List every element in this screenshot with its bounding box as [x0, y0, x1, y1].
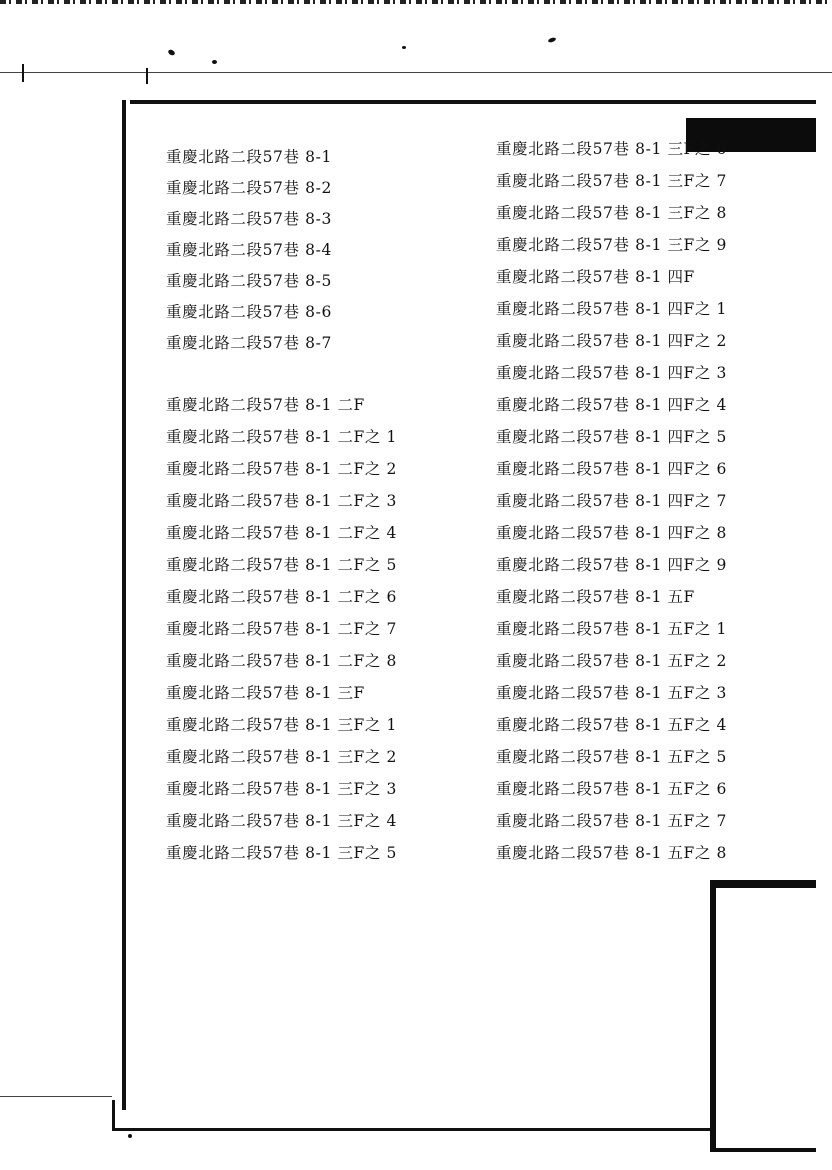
address-line: 重慶北路二段57巷 8-1 五F之 8: [496, 844, 727, 862]
address-line: 重慶北路二段57巷 8-1 二F之 8: [166, 652, 397, 670]
address-line: 重慶北路二段57巷 8-1 五F之 7: [496, 812, 727, 830]
address-line: 重慶北路二段57巷 8-1 二F之 4: [166, 524, 397, 542]
scan-top-edge: [0, 0, 832, 4]
address-line: 重慶北路二段57巷 8-1 三F之 9: [496, 236, 727, 254]
address-line: 重慶北路二段57巷 8-1 二F: [166, 396, 365, 414]
address-line: 重慶北路二段57巷 8-1: [166, 148, 332, 166]
document-page: [112, 104, 816, 1154]
address-line: 重慶北路二段57巷 8-1 四F之 5: [496, 428, 727, 446]
frame-tick-mark: [146, 68, 148, 84]
frame-top-line-outer: [0, 72, 832, 73]
scan-speck: [167, 49, 176, 57]
scan-speck: [402, 46, 406, 49]
address-line: 重慶北路二段57巷 8-1 二F之 2: [166, 460, 397, 478]
address-line: 重慶北路二段57巷 8-1 二F之 7: [166, 620, 397, 638]
address-line: 重慶北路二段57巷 8-1 二F之 6: [166, 588, 397, 606]
address-line: 重慶北路二段57巷 8-1 三F之 5: [166, 844, 397, 862]
address-line: 重慶北路二段57巷 8-6: [166, 303, 332, 321]
address-line: 重慶北路二段57巷 8-1 五F之 2: [496, 652, 727, 670]
address-line: 重慶北路二段57巷 8-1 三F之 4: [166, 812, 397, 830]
address-line: 重慶北路二段57巷 8-1 四F: [496, 268, 695, 286]
address-line: 重慶北路二段57巷 8-1 四F之 3: [496, 364, 727, 382]
address-line: 重慶北路二段57巷 8-1 三F之 7: [496, 172, 727, 190]
address-line: 重慶北路二段57巷 8-1 五F之 5: [496, 748, 727, 766]
address-line: 重慶北路二段57巷 8-1 五F之 3: [496, 684, 727, 702]
address-line: 重慶北路二段57巷 8-7: [166, 334, 332, 352]
frame-bottom-line-outer: [0, 1096, 112, 1097]
address-line: 重慶北路二段57巷 8-1 四F之 8: [496, 524, 727, 542]
address-line: 重慶北路二段57巷 8-1 五F之 4: [496, 716, 727, 734]
address-line: 重慶北路二段57巷 8-1 二F之 1: [166, 428, 397, 446]
address-line: 重慶北路二段57巷 8-1 三F之 1: [166, 716, 397, 734]
address-line: 重慶北路二段57巷 8-1 五F之 1: [496, 620, 727, 638]
address-line: 重慶北路二段57巷 8-1 四F之 2: [496, 332, 727, 350]
address-line: 重慶北路二段57巷 8-1 四F之 1: [496, 300, 727, 318]
scan-speck: [548, 37, 557, 43]
address-line: 重慶北路二段57巷 8-1 五F之 6: [496, 780, 727, 798]
address-line: 重慶北路二段57巷 8-2: [166, 179, 332, 197]
address-line: 重慶北路二段57巷 8-1 二F之 3: [166, 492, 397, 510]
scan-speck: [212, 60, 217, 64]
address-line: 重慶北路二段57巷 8-1 三F之 2: [166, 748, 397, 766]
address-line: 重慶北路二段57巷 8-1 四F之 6: [496, 460, 727, 478]
address-line: 重慶北路二段57巷 8-4: [166, 241, 332, 259]
address-line: 重慶北路二段57巷 8-3: [166, 210, 332, 228]
address-line: 重慶北路二段57巷 8-1 四F之 7: [496, 492, 727, 510]
frame-outer-left-tick: [22, 64, 24, 82]
address-line: 重慶北路二段57巷 8-1 四F之 4: [496, 396, 727, 414]
address-line: 重慶北路二段57巷 8-1 三F之 8: [496, 204, 727, 222]
address-line: 重慶北路二段57巷 8-1 五F: [496, 588, 695, 606]
address-line: 重慶北路二段57巷 8-1 三F之 6: [496, 140, 727, 158]
address-line: 重慶北路二段57巷 8-5: [166, 272, 332, 290]
address-line: 重慶北路二段57巷 8-1 二F之 5: [166, 556, 397, 574]
address-line: 重慶北路二段57巷 8-1 三F之 3: [166, 780, 397, 798]
address-line: 重慶北路二段57巷 8-1 三F: [166, 684, 365, 702]
address-line: 重慶北路二段57巷 8-1 四F之 9: [496, 556, 727, 574]
